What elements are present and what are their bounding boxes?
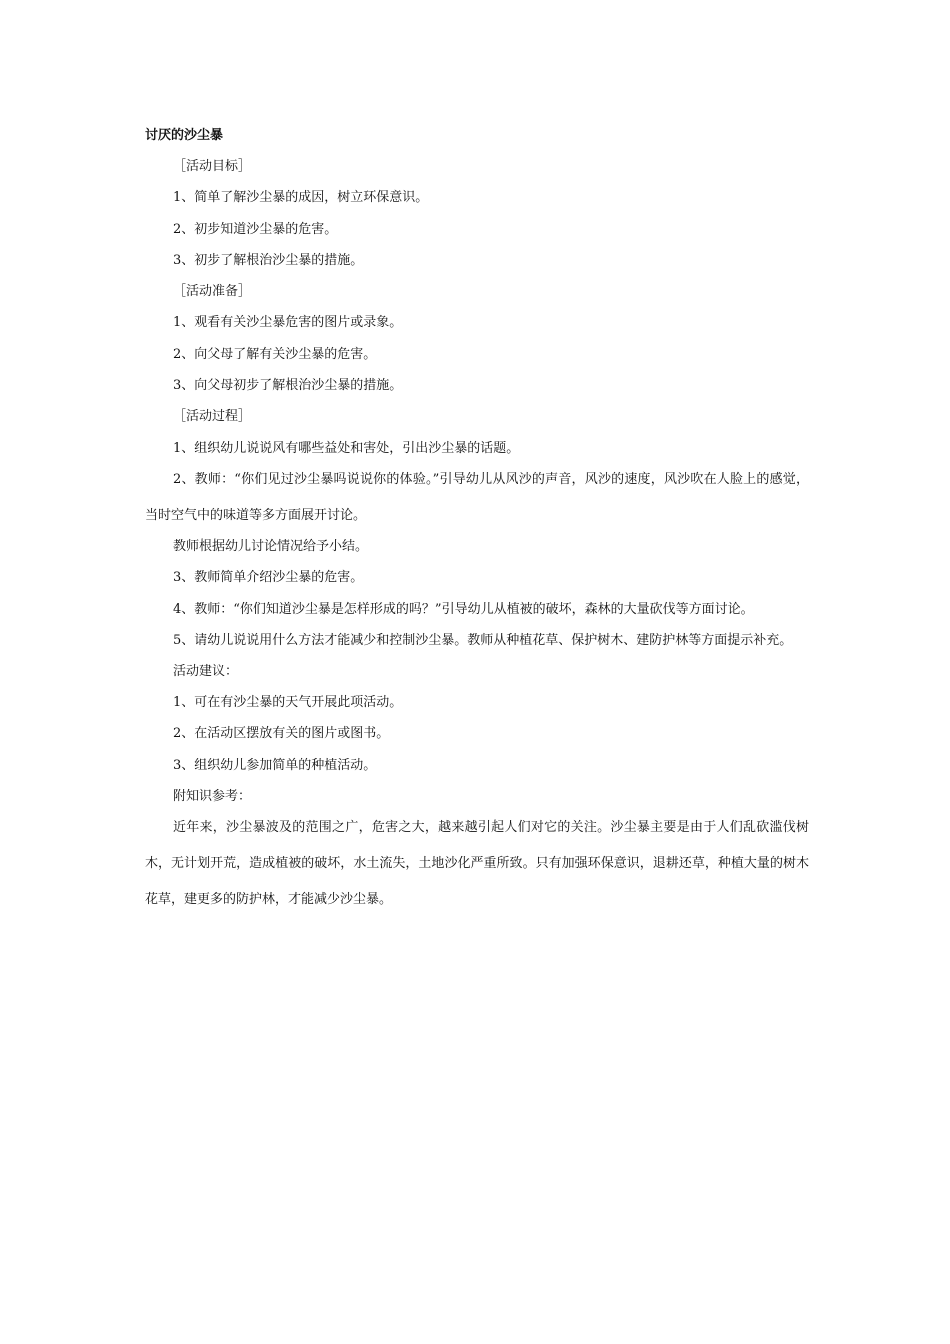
process-item: 5、请幼儿说说用什么方法才能减少和控制沙尘暴。教师从种植花草、保护树木、建防护林等方面提示补充。	[173, 632, 793, 648]
document-title: 讨厌的沙尘暴	[145, 128, 224, 143]
goal-item: 3、初步了解根治沙尘暴的措施。	[173, 252, 364, 268]
reference-paragraph: 近年来，沙尘暴波及的范围之广，危害之大，越来越引起人们对它的关注。沙尘暴主要是由于人们乱砍滥伐树木，无计划开荒，造成植被的破坏，水土流失，土地沙化严重所致。只有加强环保意识，退耕还草，种植大量的树木花草，建更多的防护林，才能减少沙尘暴。	[145, 820, 809, 908]
process-item: 3、教师简单介绍沙尘暴的危害。	[173, 570, 364, 586]
process-item: 2、教师：“你们见过沙尘暴吗说说你的体验。”引导幼儿从风沙的声音，风沙的速度，风沙吹在人脸上的感觉，当时空气中的味道等多方面展开讨论。	[145, 471, 809, 523]
process-item: 1、组织幼儿说说风有哪些益处和害处，引出沙尘暴的话题。	[173, 440, 520, 456]
section-heading-preparation: ［活动准备］	[173, 284, 252, 300]
section-heading-process: ［活动过程］	[173, 409, 252, 425]
suggestion-item: 3、组织幼儿参加简单的种植活动。	[173, 757, 377, 773]
goal-item: 1、简单了解沙尘暴的成因，树立环保意识。	[173, 190, 429, 206]
section-heading-suggestions: 活动建议：	[173, 663, 239, 679]
suggestion-item: 2、在活动区摆放有关的图片或图书。	[173, 726, 390, 742]
document-page	[145, 127, 809, 922]
suggestion-item: 1、可在有沙尘暴的天气开展此项活动。	[173, 695, 403, 711]
section-heading-reference: 附知识参考：	[173, 789, 252, 805]
preparation-item: 3、向父母初步了解根治沙尘暴的措施。	[173, 378, 403, 394]
process-note: 教师根据幼儿讨论情况给予小结。	[173, 538, 369, 554]
preparation-item: 1、观看有关沙尘暴危害的图片或录象。	[173, 315, 403, 331]
preparation-item: 2、向父母了解有关沙尘暴的危害。	[173, 346, 377, 362]
process-item: 4、教师：“你们知道沙尘暴是怎样形成的吗？”引导幼儿从植被的破坏，森林的大量砍伐等方面讨论。	[173, 601, 754, 617]
section-heading-goals: ［活动目标］	[173, 159, 252, 174]
goal-item: 2、初步知道沙尘暴的危害。	[173, 221, 338, 237]
